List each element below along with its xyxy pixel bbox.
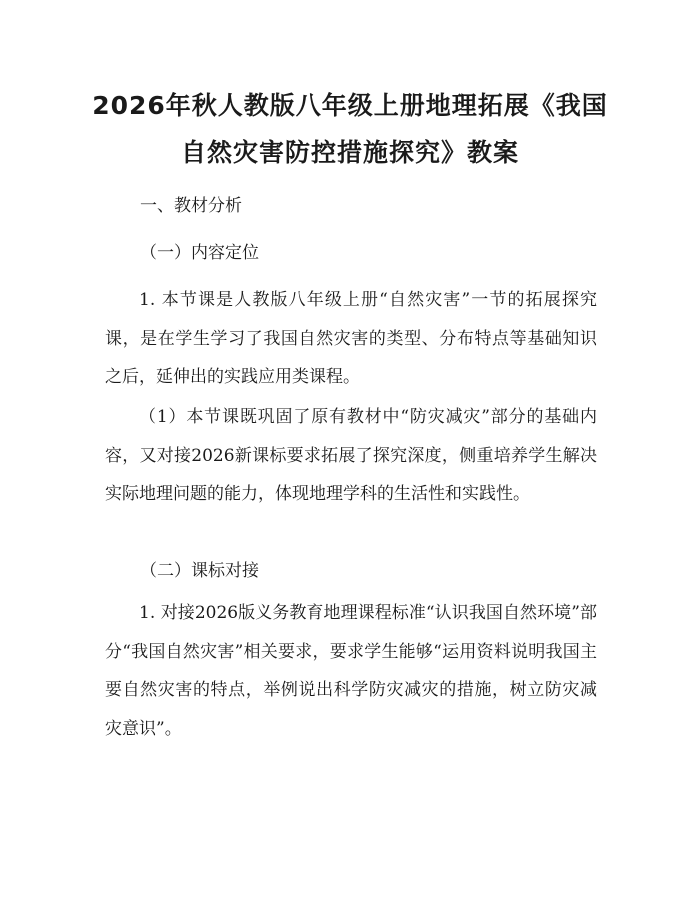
paragraph-course-significance: （1）本节课既巩固了原有教材中“防灾减灾”部分的基础内容，又对接2026新课标要求拓展了探究深度，侧重培养学生解决实际地理问题的能力，体现地理学科的生活性和实践性。 [105, 407, 597, 504]
section-heading-teaching-material-analysis: 一、教材分析 [140, 196, 242, 216]
paragraph-standards-alignment: 1. 对接2026版义务教育地理课程标准“认识我国自然环境”部分“我国自然灾害”相关要求，要求学生能够“运用资料说明我国主要自然灾害的特点，举例说出科学防灾减灾的措施，树立防灾减灾意识”。 [105, 603, 597, 739]
subsection-heading-curriculum-standards: （二）课标对接 [140, 561, 259, 581]
document-title-line-2: 自然灾害防控措施探究》教案 [180, 138, 519, 167]
paragraph-course-overview: 1. 本节课是人教版八年级上册“自然灾害”一节的拓展探究课，是在学生学习了我国自然灾害的类型、分布特点等基础知识之后，延伸出的实践应用类课程。 [105, 290, 597, 387]
document-title-line-1: 2026年秋人教版八年级上册地理拓展《我国 [92, 91, 608, 120]
subsection-heading-content-positioning: （一）内容定位 [140, 243, 259, 263]
